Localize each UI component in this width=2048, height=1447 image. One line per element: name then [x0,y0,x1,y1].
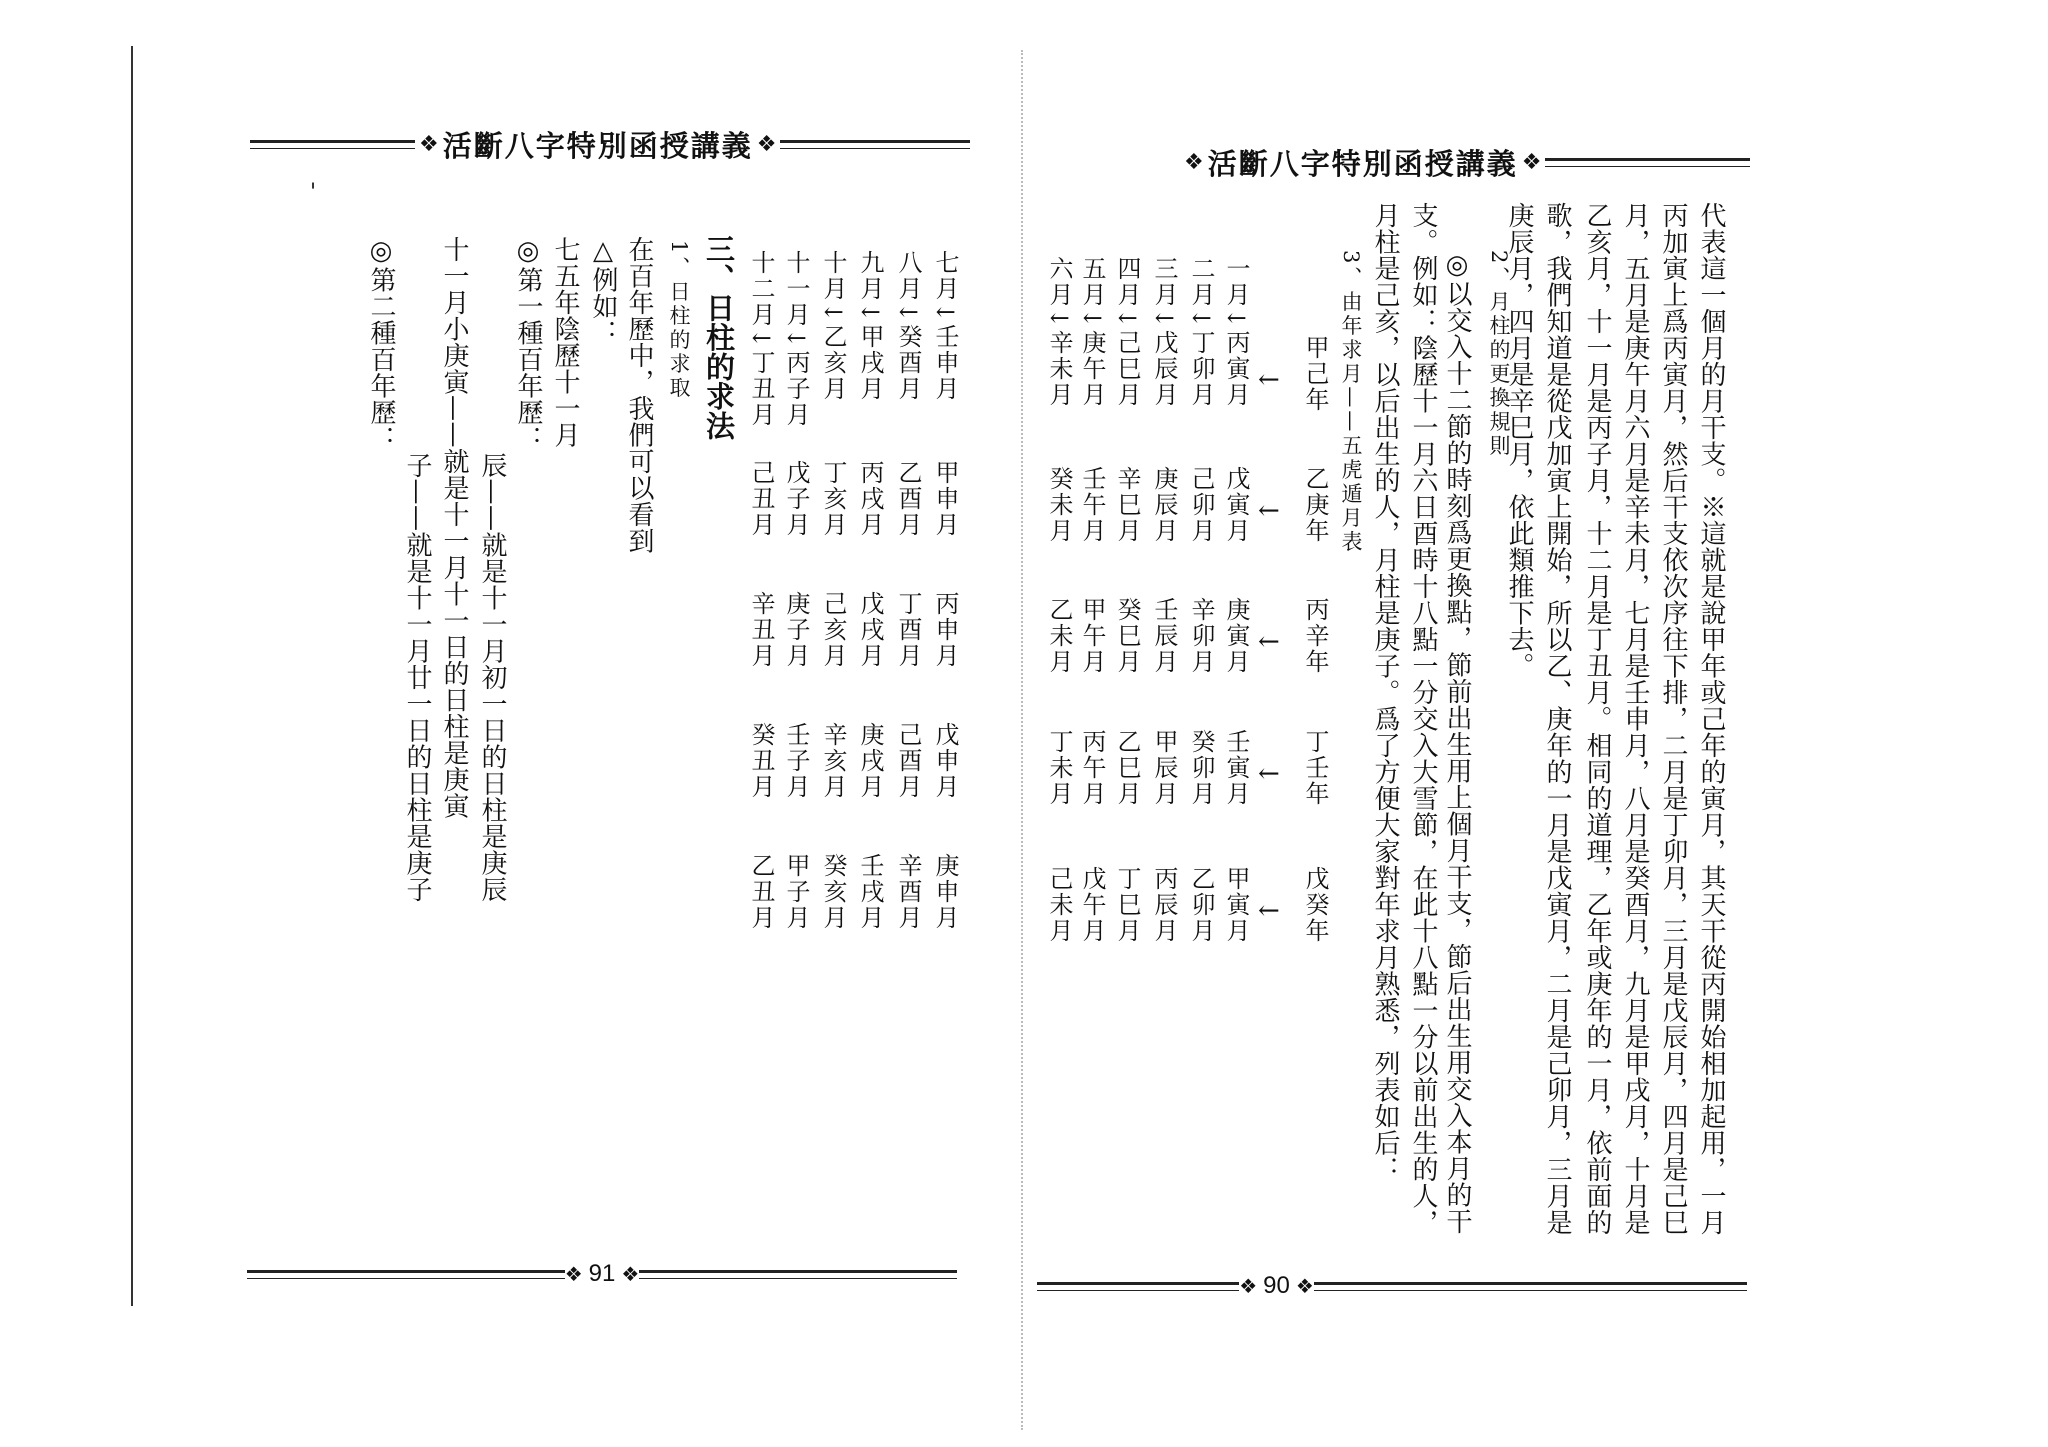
table-cell: 己酉月 [894,722,922,800]
body-line: 辰——就是十一月初一日的日柱是庚辰 [477,452,507,903]
body-line: ◎第一種百年歷： [513,236,543,452]
body-line: 十一月小庚寅——就是十一月十一日的日柱是庚寅 [439,236,469,819]
table-cell: 甲辰月 [1150,729,1178,807]
table-cell: 辛卯月 [1187,597,1215,675]
table-cell: 庚子月 [782,591,810,669]
ornament-icon: ❖ [1295,1274,1314,1298]
footer-rule [1037,1282,1239,1291]
section-title: 三、日柱的求法 [702,234,736,441]
table-cell: 壬戌月 [856,853,884,931]
ornament-icon: ❖ [419,132,439,157]
arrow-left-icon: ← [1258,759,1280,789]
table-cell: 戊戌月 [856,591,884,669]
table-cell: 乙丑月 [747,853,775,931]
right-page-footer [1037,1272,1747,1300]
body-line: 丙加寅上爲丙寅月，然后干支依次序往下排，二月是丁卯月，三月是戊辰月，四月是己巳 [1658,202,1688,1236]
table-cell: 戊午月 [1078,866,1106,944]
table-cell: 丁亥月 [819,460,847,538]
table-cell: 戊寅月 [1222,466,1250,544]
footer-rule [639,1270,957,1279]
body-line: △例如： [588,236,618,346]
body-line: ◎以交入十二節的時刻爲更換點，節前出生用上個月干支，節后出生用交入本月的干 [1442,250,1472,1235]
table-cell: 乙卯月 [1187,866,1215,944]
ornament-icon: ❖ [1239,1274,1258,1298]
body-line: 子——就是十一月廿一日的日柱是庚子 [402,452,432,903]
ornament-icon: ❖ [1184,150,1204,175]
right-running-header [1180,142,1750,183]
year-label: 丁壬年 [1301,729,1329,807]
body-line: 在百年歷中，我們可以看到 [624,236,654,554]
body-line: 乙亥月，十一月是丙子月，十二月是丁丑月。相同的道理，乙年或庚年的一月，依前面的 [1582,202,1612,1236]
table-cell: 戊子月 [782,460,810,538]
table-cell: 庚申月 [931,853,959,931]
table-cell: 一月↓丙寅月 [1222,256,1250,409]
ornament-icon: ❖ [621,1262,640,1286]
header-rule [780,140,970,149]
table-cell: 辛丑月 [747,591,775,669]
table-cell: 十一月↓丙子月 [782,250,810,429]
table-cell: 十月↓乙亥月 [819,250,847,403]
table-cell: 丙申月 [931,591,959,669]
left-page-footer [247,1260,957,1288]
table-cell: 甲寅月 [1222,866,1250,944]
table-cell: 乙酉月 [894,460,922,538]
table-cell: 乙巳月 [1113,729,1141,807]
body-line: 月，五月是庚午月六月是辛未月，七月是壬申月，八月是癸酉月，九月是甲戌月，十月是 [1620,202,1650,1236]
table-cell: 庚辰月 [1150,466,1178,544]
header-rule [250,140,415,149]
table-cell: 壬寅月 [1222,729,1250,807]
header-title: 活斷八字特別函授講義 [442,129,753,163]
table-cell: 十二月↓丁丑月 [747,250,775,429]
table-cell: 壬午月 [1078,466,1106,544]
header-rule [1545,158,1750,167]
table-cell: 四月↓己巳月 [1113,256,1141,409]
table-cell: 丁巳月 [1113,866,1141,944]
table-cell: 己未月 [1045,866,1073,944]
arrow-left-icon: ← [1258,627,1280,657]
table-cell: 八月↓癸酉月 [894,250,922,403]
table-cell: 七月↓壬申月 [931,250,959,403]
subheading: 2、月柱的更換規則 [1487,250,1511,459]
table-cell: 甲子月 [782,853,810,931]
table-cell: 庚戌月 [856,722,884,800]
table-cell: 六月↓辛未月 [1045,256,1073,409]
arrow-left-icon: ← [1258,496,1280,526]
year-label: 甲己年 [1301,335,1329,413]
footer-rule [247,1270,565,1279]
table-cell: 辛酉月 [894,853,922,931]
table-cell: 九月↓甲戌月 [856,250,884,403]
body-line: 代表這一個月的月干支。※這就是說甲年或己年的寅月，其天干從丙開始相加起用，一月 [1696,202,1726,1236]
body-line: 月柱是己亥，以后出生的人，月柱是庚子。爲了方便大家對年求月熟悉，列表如后： [1370,202,1400,1183]
table-cell: 丙辰月 [1150,866,1178,944]
page-number: 90 [1263,1272,1290,1299]
arrow-left-icon: ← [1258,365,1280,395]
table-cell: 甲申月 [931,460,959,538]
body-line: 七五年陰歷十一月 [550,236,580,448]
subheading: 3、由年求月——五虎遁月表 [1339,250,1363,555]
table-cell: 癸巳月 [1113,597,1141,675]
table-cell: 丁未月 [1045,729,1073,807]
book-fold [1021,50,1023,1430]
ornament-icon: ❖ [1521,150,1542,175]
year-label: 乙庚年 [1301,466,1329,544]
year-label: 戊癸年 [1301,866,1329,944]
header-title: 活斷八字特別函授講義 [1207,147,1518,181]
table-cell: 辛巳月 [1113,466,1141,544]
body-line: ◎第二種百年歷： [366,236,396,452]
arrow-left-icon: ← [1258,896,1280,926]
subheading: 1、日柱的求取 [667,240,691,401]
table-cell: 己卯月 [1187,466,1215,544]
table-cell: 癸未月 [1045,466,1073,544]
table-cell: 丁酉月 [894,591,922,669]
table-cell: 壬子月 [782,722,810,800]
table-cell: 丙戌月 [856,460,884,538]
ornament-icon: ❖ [756,132,777,157]
table-cell: 壬辰月 [1150,597,1178,675]
table-cell: 庚寅月 [1222,597,1250,675]
table-cell: 五月↓庚午月 [1078,256,1106,409]
table-cell: 癸亥月 [819,853,847,931]
table-cell: 乙未月 [1045,597,1073,675]
table-cell: 癸卯月 [1187,729,1215,807]
left-running-header [250,124,970,165]
stray-mark: ' [310,180,317,205]
table-cell: 辛亥月 [819,722,847,800]
table-cell: 三月↓戊辰月 [1150,256,1178,409]
page-number: 91 [588,1260,616,1287]
footer-rule [1314,1282,1747,1291]
body-line: 支。例如：陰歷十一月六日酉時十八點一分交入大雪節，在此十八點一分以前出生的人， [1408,202,1438,1236]
table-cell: 戊申月 [931,722,959,800]
body-line: 歌，我們知道是從戊加寅上開始，所以乙、庚年的一月是戊寅月，二月是己卯月，三月是 [1542,202,1572,1236]
year-label: 丙辛年 [1301,597,1329,675]
table-cell: 甲午月 [1078,597,1106,675]
table-cell: 丙午月 [1078,729,1106,807]
table-cell: 己亥月 [819,591,847,669]
table-cell: 二月↓丁卯月 [1187,256,1215,409]
ornament-icon: ❖ [564,1262,583,1286]
page-edge-rule [131,46,133,1306]
table-cell: 己丑月 [747,460,775,538]
body-line: 庚辰月，四月是辛巳月，依此類推下去。 [1504,202,1534,679]
table-cell: 癸丑月 [747,722,775,800]
